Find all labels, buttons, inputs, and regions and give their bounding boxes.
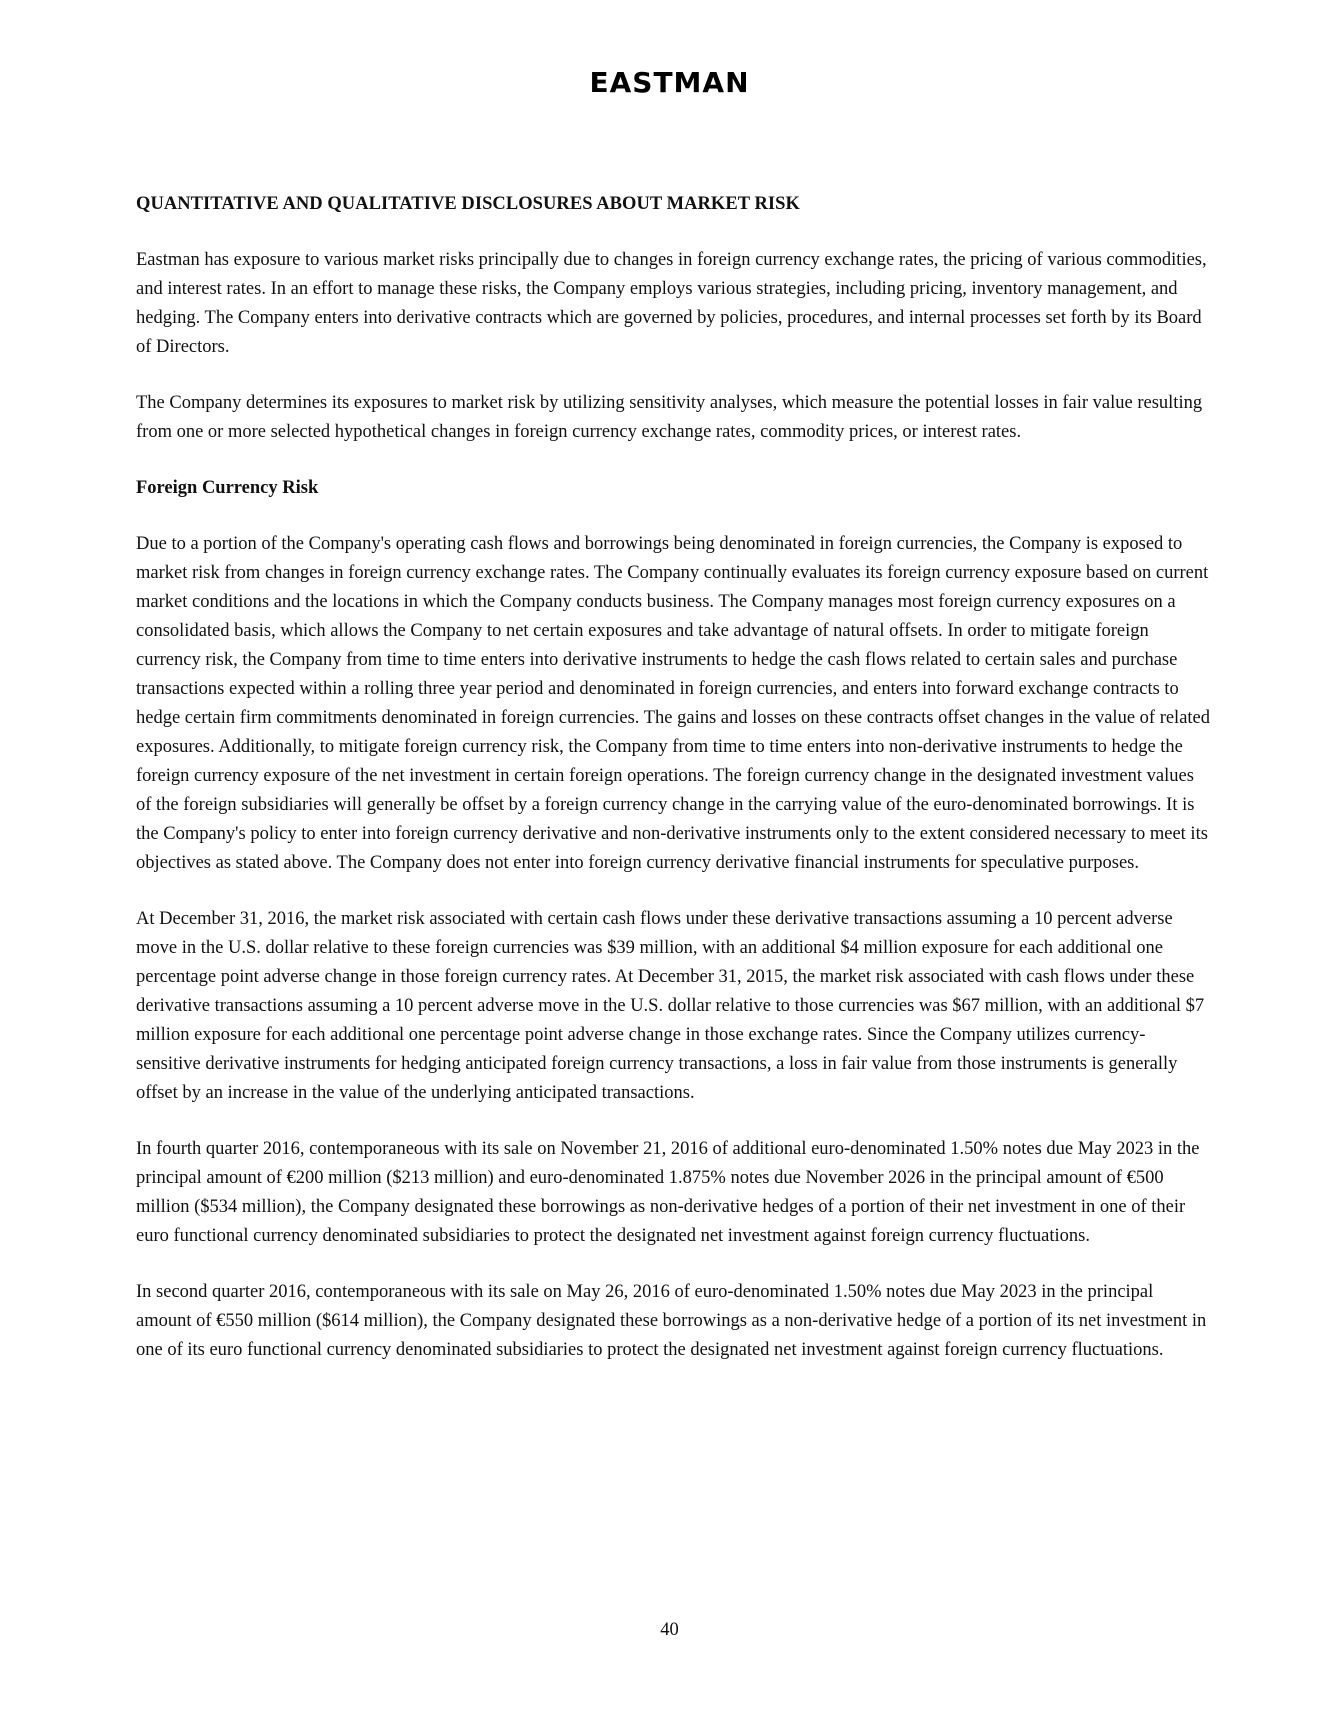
second-quarter-hedge-paragraph: In second quarter 2016, contemporaneous with its sale on May 26, 2016 of euro-denominated 1.50% notes due May 2023 in the principal amount of €550 million ($614 million), the Company designated these borrowings as a non-derivative hedge of a portion of its net investment in one of its euro functional currency denominated subsidiaries to protect the designated net investment against foreign currency fluctuations. [136,1282,1207,1360]
section-heading: QUANTITATIVE AND QUALITATIVE DISCLOSURES ABOUT MARKET RISK [136,194,800,214]
intro-paragraph: Eastman has exposure to various market risks principally due to changes in foreign currency exchange rates, the pricing of various commodities, and interest rates. In an effort to manage these risks, the Company employs various strategies, including pricing, inventory management, and hedging. The Company enters into derivative contracts which are governed by policies, procedures, and internal processes set forth by its Board of Directors. [136,250,1207,357]
page-number: 40 [660,1620,679,1640]
company-logo: EASTMAN [589,66,750,99]
sensitivity-paragraph: The Company determines its exposures to market risk by utilizing sensitivity analyses, which measure the potential losses in fair value resulting from one or more selected hypothetical changes in foreign currency exchange rates, commodity prices, or interest rates. [136,393,1203,442]
fourth-quarter-hedge-paragraph: In fourth quarter 2016, contemporaneous with its sale on November 21, 2016 of additional euro-denominated 1.50% notes due May 2023 in the principal amount of €200 million ($213 million) and euro-denominated 1.875% notes due November 2026 in the principal amount of €500 million ($534 million), the Company designated these borrowings as non-derivative hedges of a portion of their net investment in one of their euro functional currency denominated subsidiaries to protect the designated net investment against foreign currency fluctuations. [136,1139,1200,1246]
subsection-heading: Foreign Currency Risk [136,478,319,498]
currency-risk-paragraph: Due to a portion of the Company's operating cash flows and borrowings being denominated in foreign currencies, the Company is exposed to market risk from changes in foreign currency exchange rates. The Company continually evaluates its foreign currency exposure based on current market conditions and the locations in which the Company conducts business. The Company manages most foreign currency exposures on a consolidated basis, which allows the Company to net certain exposures and take advantage of natural offsets. In order to mitigate foreign currency risk, the Company from time to time enters into derivative instruments to hedge the cash flows related to certain sales and purchase transactions expected within a rolling three year period and denominated in foreign currencies, and enters into forward exchange contracts to hedge certain firm commitments denominated in foreign currencies. The gains and losses on these contracts offset changes in the value of related exposures. Additionally, to mitigate foreign currency risk, the Company from time to time enters into non-derivative instruments to hedge the foreign currency exposure of the net investment in certain foreign operations. The foreign currency change in the designated investment values of the foreign subsidiaries will generally be offset by a foreign currency change in the carrying value of the euro-denominated borrowings. It is the Company's policy to enter into foreign currency derivative and non-derivative instruments only to the extent considered necessary to meet its objectives as stated above. The Company does not enter into foreign currency derivative financial instruments for speculative purposes. [136,534,1211,873]
market-risk-exposure-paragraph: At December 31, 2016, the market risk associated with certain cash flows under these derivative transactions assuming a 10 percent adverse move in the U.S. dollar relative to these foreign currencies was $39 million, with an additional $4 million exposure for each additional one percentage point adverse change in those foreign currency rates. At December 31, 2015, the market risk associated with cash flows under these derivative transactions assuming a 10 percent adverse move in the U.S. dollar relative to those currencies was $67 million, with an additional $7 million exposure for each additional one percentage point adverse change in those exchange rates. Since the Company utilizes currency-sensitive derivative instruments for hedging anticipated foreign currency transactions, a loss in fair value from those instruments is generally offset by an increase in the value of the underlying anticipated transactions. [136,909,1205,1103]
page-content [136,190,1210,1392]
